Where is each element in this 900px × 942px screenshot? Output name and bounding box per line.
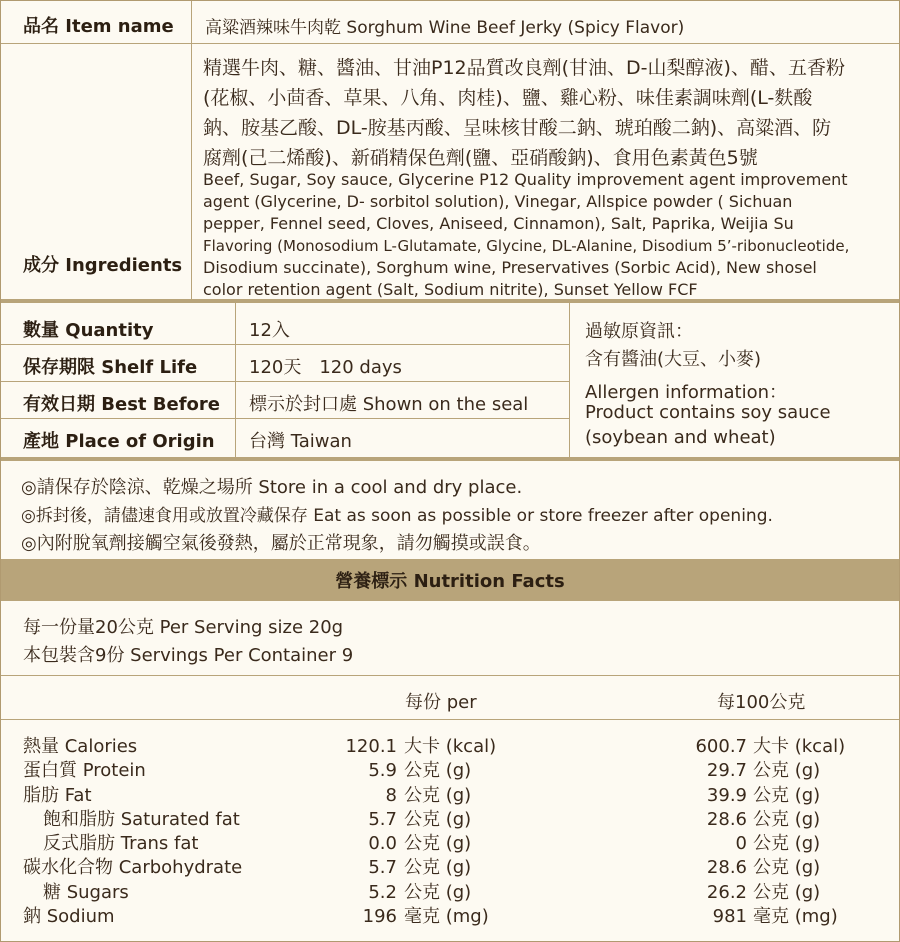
allergen-text-en: (soybean and wheat) [585,427,776,448]
per-serving-value: 5.7 [368,808,397,830]
allergen-text-en: Product contains soy sauce [585,402,831,423]
storage-notice: ◎請保存於陰涼、乾燥之場所 Store in a cool and dry place. [21,477,523,498]
nutrient-name: 脂肪 Fat [23,784,92,806]
per-serving-values [307,735,397,929]
per-100g-unit: 毫克 (mg) [753,906,838,928]
per-100g-unit: 公克 (g) [753,808,821,830]
per-100g-unit: 公克 (g) [753,881,821,903]
per-100g-value: 28.6 [706,857,747,879]
divider [1,418,569,419]
best-before-value: 標示於封口處 Shown on the seal [249,394,529,415]
nutrient-name: 蛋白質 Protein [23,760,146,782]
per-serving-unit: 公克 (g) [404,760,472,782]
per-serving-value: 5.9 [368,760,397,782]
per-100g-values [657,735,747,929]
per-serving-units [404,735,496,929]
shelf-life-value: 120天 120 days [249,357,402,378]
per-100g-value: 600.7 [695,736,747,757]
ingredients-zh-line: (花椒、小茴香、草果、八角、肉桂)、鹽、雞心粉、味佳素調味劑(L-麩酸 [203,87,813,109]
nutrient-name: 反式脂肪 Trans fat [43,833,199,855]
divider [1,299,899,303]
allergen-text-zh: 含有醬油(大豆、小麥) [585,349,762,370]
per-serving-unit: 公克 (g) [404,881,472,903]
divider [569,301,570,459]
per-100g-unit: 公克 (g) [753,833,821,855]
per-serving-value: 0.0 [368,833,397,855]
per-100g-unit: 大卡 (kcal) [753,736,846,757]
per-serving-unit: 公克 (g) [404,833,472,855]
ingredients-en-line: Disodium succinate), Sorghum wine, Preservatives (Sorbic Acid), New shosel [203,258,817,277]
divider [1,43,899,44]
serving-size: 每一份量20公克 Per Serving size 20g [23,617,344,638]
nutrient-name: 碳水化合物 Carbohydrate [23,857,243,879]
item-name-label: 品名 Item name [23,16,174,37]
per-100g-value: 29.7 [706,760,747,782]
nutrient-name: 鈉 Sodium [23,906,115,928]
column-header-per-100g: 每100公克 [717,692,806,713]
ingredients-zh-line: 腐劑(己二烯酸)、新硝精保色劑(鹽、亞硝酸鈉)、食用色素黃色5號 [203,147,758,169]
allergen-title-zh: 過敏原資訊： [585,321,693,342]
ingredients-zh [203,53,845,173]
shelf-life-label: 保存期限 Shelf Life [23,357,198,378]
nutrient-names [23,735,242,929]
ingredients-en-line: color retention agent (Salt, Sodium nitrite), Sunset Yellow FCF [203,280,698,299]
divider [191,1,192,301]
per-100g-units [753,735,845,929]
ingredients-en-line: pepper, Fennel seed, Cloves, Aniseed, Cinnamon), Salt, Paprika, Weijia Su [203,214,794,233]
per-100g-value: 28.6 [706,808,747,830]
per-serving-unit: 公克 (g) [404,784,472,806]
servings-per-container: 本包裝含9份 Servings Per Container 9 [23,645,354,666]
per-serving-unit: 大卡 (kcal) [404,736,497,757]
nutrient-name: 糖 Sugars [43,881,129,903]
nutrition-facts-title: 營養標示 Nutrition Facts [1,559,899,601]
per-100g-unit: 公克 (g) [753,784,821,806]
per-100g-value: 0 [735,833,747,855]
ingredients-en-line: Beef, Sugar, Soy sauce, Glycerine P12 Quality improvement agent improvement [203,170,848,189]
quantity-label: 數量 Quantity [23,320,154,341]
item-name-value: 高粱酒辣味牛肉乾 Sorghum Wine Beef Jerky (Spicy Flavor) [205,18,685,38]
origin-label: 產地 Place of Origin [23,431,215,452]
ingredients-zh-line: 鈉、胺基乙酸、DL-胺基丙酸、呈味核甘酸二鈉、琥珀酸二鈉)、高粱酒、防 [203,117,832,139]
column-header-per-serving: 每份 per [405,692,477,713]
ingredients-en-line: agent (Glycerine, D- sorbitol solution), Vinegar, Allspice powder ( Sichuan [203,192,793,211]
per-serving-unit: 公克 (g) [404,857,472,879]
per-100g-unit: 公克 (g) [753,760,821,782]
storage-notice: ◎內附脫氧劑接觸空氣後發熱，屬於正常現象，請勿觸摸或誤食。 [21,533,541,554]
per-serving-unit: 毫克 (mg) [404,906,489,928]
per-serving-unit: 公克 (g) [404,808,472,830]
nutrient-name: 熱量 Calories [23,736,138,757]
divider [1,457,899,461]
divider [1,381,569,382]
per-100g-value: 26.2 [706,881,747,903]
allergen-title-en: Allergen information： [585,382,787,403]
divider [235,301,236,459]
quantity-value: 12入 [249,320,290,341]
ingredients-en [203,169,849,301]
ingredients-zh-line: 精選牛肉、糖、醬油、甘油P12品質改良劑(甘油、D-山梨醇液)、醋、五香粉 [203,57,845,79]
per-serving-value: 196 [362,906,397,928]
per-serving-value: 8 [385,784,397,806]
best-before-label: 有效日期 Best Before [23,394,220,415]
per-serving-value: 5.2 [368,881,397,903]
storage-notice: ◎拆封後，請儘速食用或放置冷藏保存 Eat as soon as possible or store freezer after opening. [21,506,773,526]
divider [1,344,569,345]
divider [1,675,899,676]
per-100g-value: 39.9 [706,784,747,806]
ingredients-en-line: Flavoring (Monosodium L-Glutamate, Glycine, DL-Alanine, Disodium 5’-ribonucleotide, [203,237,850,255]
per-100g-value: 981 [712,906,747,928]
nutrient-name: 飽和脂肪 Saturated fat [43,808,240,830]
per-100g-unit: 公克 (g) [753,857,821,879]
divider [1,719,899,720]
per-serving-value: 5.7 [368,857,397,879]
per-serving-value: 120.1 [345,736,397,757]
ingredients-label: 成分 Ingredients [23,255,183,276]
origin-value: 台灣 Taiwan [249,431,352,452]
